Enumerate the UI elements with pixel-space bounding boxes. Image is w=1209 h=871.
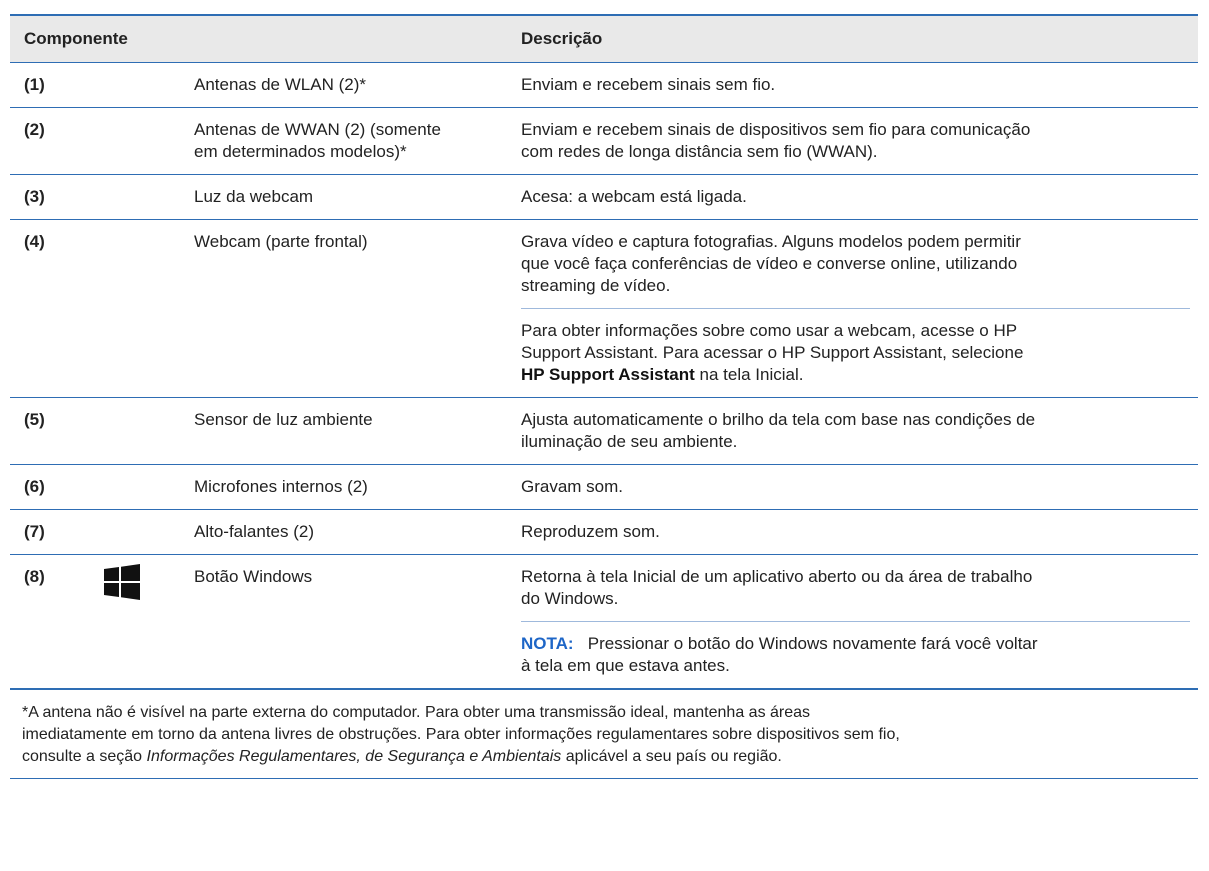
footnote-text: consulte a seção	[22, 748, 147, 765]
description-line: que você faça conferências de vídeo e converse online, utilizando	[521, 254, 1018, 273]
note-label: NOTA:	[521, 634, 574, 653]
component-description	[507, 220, 1198, 397]
table-header	[10, 16, 1198, 62]
row-number: (2)	[24, 120, 45, 139]
component-description	[507, 555, 1198, 688]
component-name: Luz da webcam	[194, 187, 314, 206]
component-description: Gravam som.	[521, 477, 624, 496]
description-line: com redes de longa distância sem fio (WWAN).	[521, 142, 878, 161]
row-number: (8)	[24, 567, 45, 586]
note-block	[521, 621, 1190, 688]
table-row	[10, 398, 1198, 465]
footnote-line: imediatamente em torno da antena livres de obstruções. Para obter informações regulamentares sobre dispositivos sem fio,	[22, 726, 900, 743]
component-name-line: em determinados modelos)*	[194, 142, 407, 161]
header-componente: Componente	[24, 29, 128, 48]
webcam-info	[521, 308, 1190, 397]
row-number: (1)	[24, 75, 45, 94]
table-row	[10, 510, 1198, 555]
row-number: (7)	[24, 522, 45, 541]
component-name: Sensor de luz ambiente	[194, 410, 373, 429]
component-description: Enviam e recebem sinais sem fio.	[521, 75, 776, 94]
description-line: iluminação de seu ambiente.	[521, 432, 738, 451]
component-name: Webcam (parte frontal)	[194, 232, 368, 251]
note-line	[521, 633, 1190, 655]
hp-support-assistant-label: HP Support Assistant	[521, 365, 695, 384]
component-description	[507, 108, 1198, 174]
description-line: Grava vídeo e captura fotografias. Alguns modelos podem permitir	[521, 232, 1021, 251]
component-name: Microfones internos (2)	[194, 477, 368, 496]
table-row	[10, 555, 1198, 690]
row-number: (6)	[24, 477, 45, 496]
footnote	[10, 690, 1198, 779]
row-number: (4)	[24, 232, 45, 251]
table-row	[10, 108, 1198, 175]
description-line	[521, 364, 1190, 386]
description-line: Retorna à tela Inicial de um aplicativo aberto ou da área de trabalho	[521, 567, 1033, 586]
component-name: Alto-falantes (2)	[194, 522, 314, 541]
header-descricao: Descrição	[521, 29, 603, 48]
description-line: do Windows.	[521, 589, 619, 608]
row-number: (5)	[24, 410, 45, 429]
component-name-cell	[172, 555, 507, 688]
footnote-text: aplicável a seu país ou região.	[561, 748, 782, 765]
table-row	[10, 175, 1198, 220]
component-description	[507, 398, 1198, 464]
description-text: na tela Inicial.	[694, 365, 804, 384]
document-title-reference: Informações Regulamentares, de Segurança e Ambientais	[146, 748, 562, 765]
component-name-line: Antenas de WWAN (2) (somente	[194, 120, 441, 139]
footnote-line	[22, 746, 1186, 768]
component-description: Acesa: a webcam está ligada.	[521, 187, 747, 206]
description-line: Support Assistant. Para acessar o HP Support Assistant, selecione	[521, 343, 1024, 362]
footnote-line: *A antena não é visível na parte externa do computador. Para obter uma transmissão ideal, mantenha as áreas	[22, 704, 811, 721]
table-row	[10, 220, 1198, 398]
row-number: (3)	[24, 187, 45, 206]
description-line: streaming de vídeo.	[521, 276, 671, 295]
component-table	[10, 14, 1198, 779]
table-row	[10, 465, 1198, 510]
component-name: Botão Windows	[194, 567, 313, 586]
component-name: Antenas de WLAN (2)*	[194, 75, 366, 94]
description-line: Para obter informações sobre como usar a webcam, acesse o HP	[521, 321, 1018, 340]
component-description: Reproduzem som.	[521, 522, 660, 541]
description-line: Enviam e recebem sinais de dispositivos sem fio para comunicação	[521, 120, 1031, 139]
table-row	[10, 63, 1198, 108]
note-line: à tela em que estava antes.	[521, 656, 730, 675]
windows-logo-icon	[104, 564, 140, 600]
component-name	[172, 108, 507, 174]
description-line: Ajusta automaticamente o brilho da tela com base nas condições de	[521, 410, 1036, 429]
note-text: Pressionar o botão do Windows novamente fará você voltar	[587, 634, 1038, 653]
